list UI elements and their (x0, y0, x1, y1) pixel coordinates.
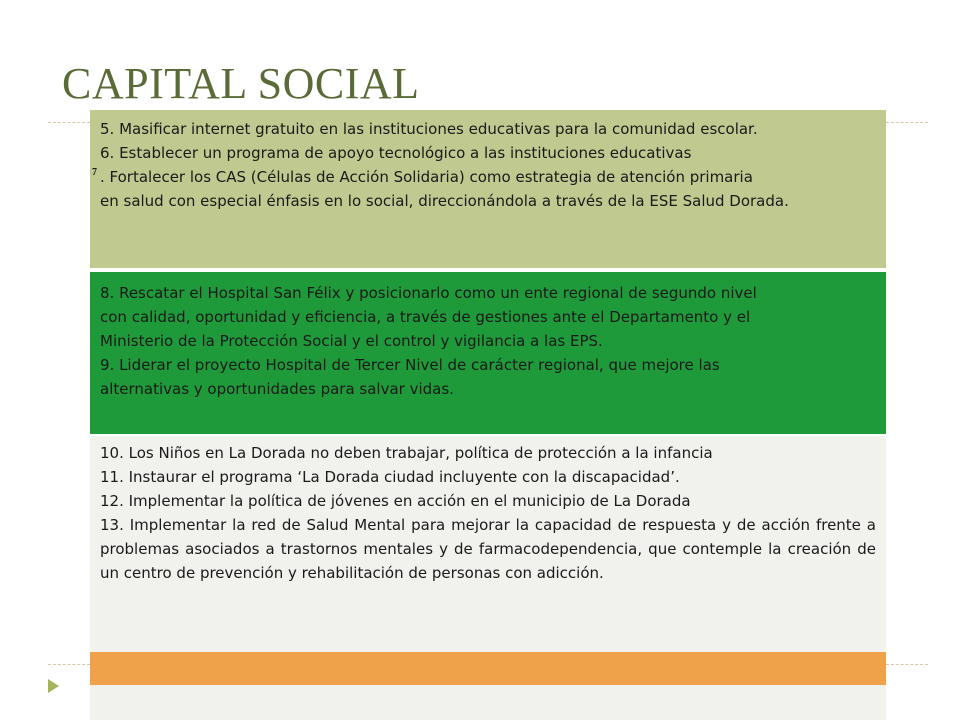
panel-bottom (90, 685, 886, 720)
divider-top-right (886, 122, 928, 123)
divider-bottom-left (48, 664, 90, 665)
item-marker: 7 (92, 167, 97, 178)
slide-title: CAPITAL SOCIAL (62, 59, 420, 108)
block-1-line: . Fortalecer los CAS (Células de Acción Solidaria) como estrategia de atención primaria (100, 168, 753, 186)
block-3-line: 13. Implementar la red de Salud Mental para mejorar la capacidad de respuesta y de acción frente a problemas asociados a trastornos mentales y de farmacodependencia, que contemple la creación de un centro de prevención y rehabilitación de personas con adicción. (100, 516, 876, 582)
block-2-line: Ministerio de la Protección Social y el control y vigilancia a las EPS. (100, 332, 603, 350)
block-3-line: 11. Instaurar el programa ‘La Dorada ciudad incluyente con la discapacidad’. (100, 468, 680, 486)
block-2-line: 9. Liderar el proyecto Hospital de Tercer Nivel de carácter regional, que mejore las (100, 356, 720, 374)
block-2-line: con calidad, oportunidad y eficiencia, a través de gestiones ante el Departamento y el (100, 308, 751, 326)
block-3-line: 12. Implementar la política de jóvenes en acción en el municipio de La Dorada (100, 492, 691, 510)
block-3-line: 10. Los Niños en La Dorada no deben trabajar, política de protección a la infancia (100, 444, 713, 462)
block-2-line: alternativas y oportunidades para salvar vidas. (100, 380, 454, 398)
block-1-text (92, 117, 876, 213)
block-3-text (100, 441, 876, 585)
divider-top-left (48, 122, 90, 123)
triangle-bullet-icon (48, 679, 59, 693)
block-1-line: 5. Masificar internet gratuito en las instituciones educativas para la comunidad escolar. (100, 120, 758, 138)
panel-accent-bar (90, 652, 886, 685)
block-1-line: en salud con especial énfasis en lo social, direccionándola a través de la ESE Salud Dorada. (100, 192, 789, 210)
block-2-line: 8. Rescatar el Hospital San Félix y posicionarlo como un ente regional de segundo nivel (100, 284, 757, 302)
divider-bottom-right (886, 664, 928, 665)
block-2-text (100, 281, 876, 401)
block-1-line-wrap (92, 165, 876, 189)
block-1-line: 6. Establecer un programa de apoyo tecnológico a las instituciones educativas (100, 144, 692, 162)
